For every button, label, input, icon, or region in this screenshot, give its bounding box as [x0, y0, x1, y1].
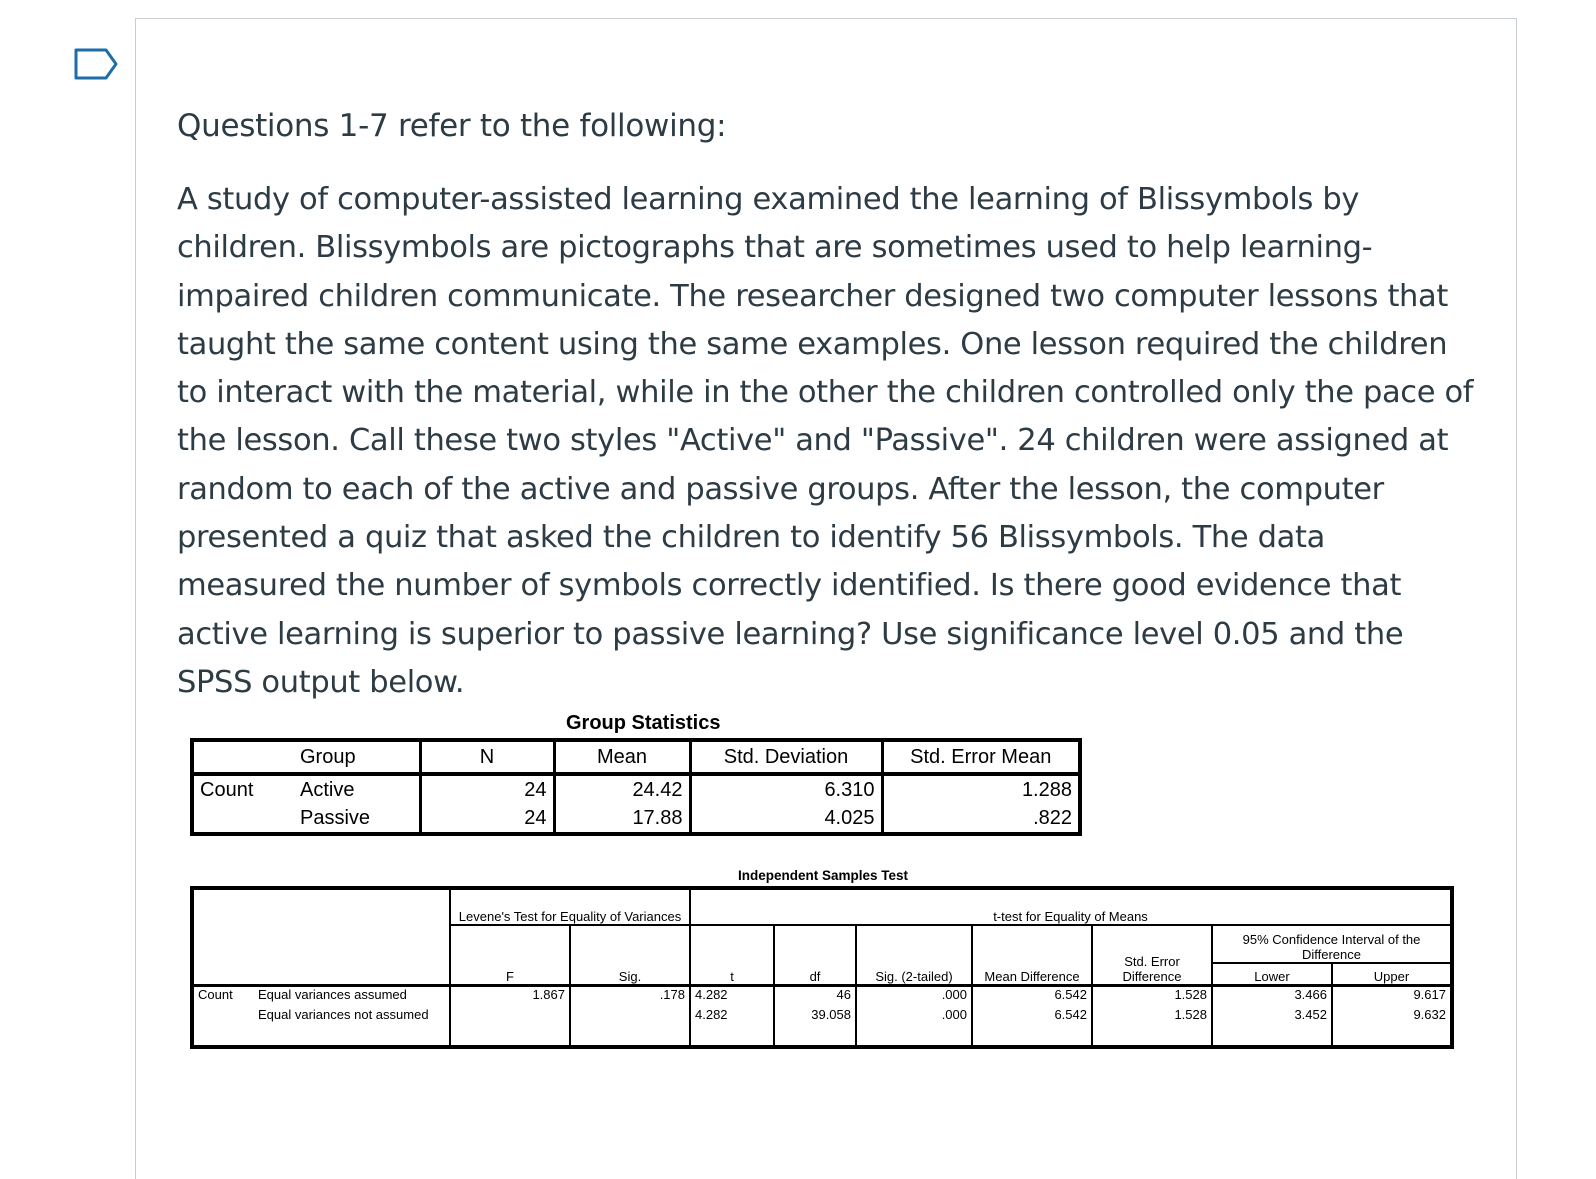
header-df: df [774, 925, 856, 986]
cell-group: Passive [294, 804, 420, 834]
independent-samples-test-table [190, 886, 1454, 1049]
cell-n: 24 [420, 774, 554, 804]
table-header-row [192, 888, 1452, 925]
group-statistics-table [190, 738, 1082, 836]
cell-mean-difference: 6.542 [972, 1007, 1092, 1047]
cell-f [450, 1007, 570, 1047]
header-std-error-difference: Std. Error Difference [1092, 925, 1212, 986]
header-upper: Upper [1332, 963, 1452, 986]
row-label: Count [200, 779, 254, 801]
cell-f: 1.867 [450, 986, 570, 1008]
ttest-header: t-test for Equality of Means [993, 909, 1148, 924]
independent-samples-test-title: Independent Samples Test [738, 868, 909, 883]
header-std-deviation: Std. Deviation [690, 740, 882, 774]
cell-std-error-difference: 1.528 [1092, 986, 1212, 1008]
cell-label: Equal variances not assumed [254, 1007, 450, 1047]
cell-std-deviation: 4.025 [690, 804, 882, 834]
ci-header: 95% Confidence Interval of the Difference [1212, 925, 1452, 963]
bookmark-icon[interactable] [74, 48, 118, 80]
cell-df: 46 [774, 986, 856, 1008]
cell-std-error-mean: 1.288 [1021, 779, 1072, 801]
header-lower: Lower [1212, 963, 1332, 986]
cell-std-deviation: 6.310 [690, 774, 882, 804]
cell-t: 4.282 [690, 1007, 774, 1047]
cell-lower: 3.466 [1212, 986, 1332, 1008]
cell-sig [570, 1007, 690, 1047]
header-mean-difference: Mean Difference [972, 925, 1092, 986]
cell-label: Equal variances assumed [254, 986, 450, 1008]
table-row [192, 804, 1080, 834]
cell-mean: 24.42 [554, 774, 690, 804]
question-paragraph: A study of computer-assisted learning examined the learning of Blissymbols by children. Blissymbols are pictographs that are sometimes used to help learning-impaired children communicate. The researcher designed two computer lessons that taught the same content using the same examples. One lesson required the children to interact with the material, while in the other the children controlled only the pace of the lesson. Call these two styles "Active" and "Passive". 24 children were assigned at random to each of the active and passive groups. After the lesson, the computer presented a quiz that asked the children to identify 56 Blissymbols. The data measured the number of symbols correctly identified. Is there good evidence that active learning is superior to passive learning? Use significance level 0.05 and the SPSS output below. [177, 182, 1474, 700]
cell-std-error-difference: 1.528 [1092, 1007, 1212, 1047]
header-n: N [420, 740, 554, 774]
header-mean: Mean [554, 740, 690, 774]
table-row [192, 986, 1452, 1008]
row-label: Count [198, 987, 233, 1002]
cell-sig-2-tailed: .000 [856, 986, 972, 1008]
cell-std-error-mean: .822 [1033, 807, 1072, 829]
cell-lower: 3.452 [1212, 1007, 1332, 1047]
cell-t: 4.282 [690, 986, 774, 1008]
question-heading: Questions 1-7 refer to the following: [177, 108, 727, 144]
cell-sig-2-tailed: .000 [856, 1007, 972, 1047]
cell-n: 24 [420, 804, 554, 834]
header-sig: Sig. [570, 925, 690, 986]
header-std-error-mean: Std. Error Mean [882, 740, 1080, 774]
header-group: Group [294, 740, 420, 774]
cell-upper: 9.632 [1413, 1007, 1446, 1022]
cell-sig: .178 [570, 986, 690, 1008]
header-sig-2-tailed: Sig. (2-tailed) [856, 925, 972, 986]
cell-group: Active [294, 774, 420, 804]
levene-header: Levene's Test for Equality of Variances [450, 888, 690, 925]
cell-mean: 17.88 [554, 804, 690, 834]
cell-mean-difference: 6.542 [972, 986, 1092, 1008]
group-statistics-title: Group Statistics [566, 712, 721, 734]
cell-upper: 9.617 [1413, 987, 1446, 1002]
table-row [192, 1007, 1452, 1047]
header-t: t [690, 925, 774, 986]
header-f: F [450, 925, 570, 986]
cell-df: 39.058 [774, 1007, 856, 1047]
table-header-row [192, 740, 1080, 774]
table-row [192, 774, 1080, 804]
